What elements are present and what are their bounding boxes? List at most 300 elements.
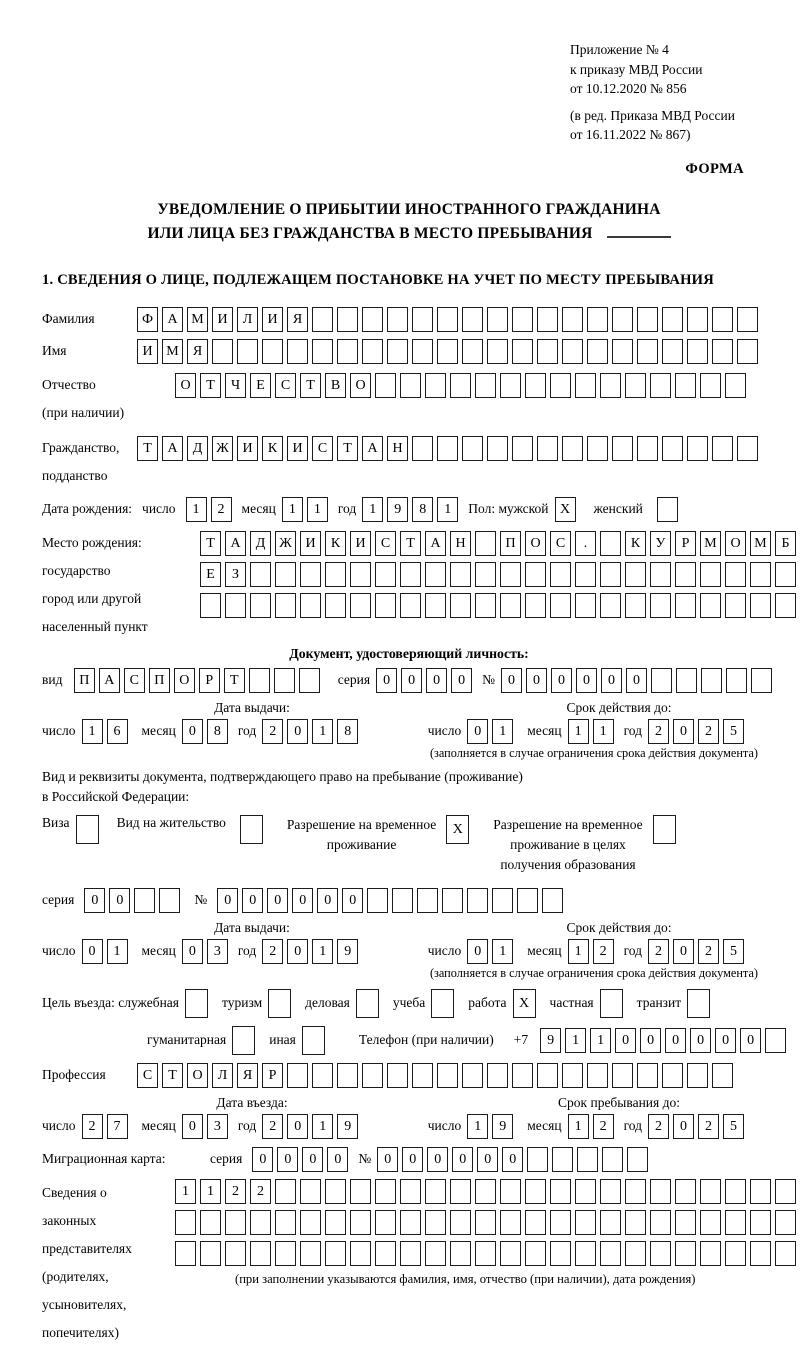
form-cell[interactable] bbox=[751, 668, 772, 693]
form-cell[interactable]: 3 bbox=[207, 939, 228, 964]
form-cell[interactable] bbox=[475, 593, 496, 618]
form-cell[interactable]: И bbox=[350, 531, 371, 556]
birth-month-cells[interactable] bbox=[282, 497, 332, 522]
form-cell[interactable] bbox=[212, 339, 233, 364]
form-cell[interactable]: У bbox=[650, 531, 671, 556]
form-cell[interactable] bbox=[200, 1210, 221, 1235]
form-cell[interactable]: Р bbox=[675, 531, 696, 556]
form-cell[interactable] bbox=[431, 989, 454, 1018]
form-cell[interactable] bbox=[512, 339, 533, 364]
form-cell[interactable] bbox=[525, 1179, 546, 1204]
form-cell[interactable]: 8 bbox=[412, 497, 433, 522]
form-cell[interactable]: 0 bbox=[467, 719, 488, 744]
form-cell[interactable] bbox=[475, 1179, 496, 1204]
form-cell[interactable]: 0 bbox=[640, 1028, 661, 1053]
form-cell[interactable]: 1 bbox=[175, 1179, 196, 1204]
form-cell[interactable]: 2 bbox=[648, 719, 669, 744]
form-cell[interactable] bbox=[662, 307, 683, 332]
form-cell[interactable]: И bbox=[137, 339, 158, 364]
form-cell[interactable] bbox=[637, 339, 658, 364]
form-cell[interactable]: М bbox=[750, 531, 771, 556]
form-cell[interactable]: 2 bbox=[82, 1114, 103, 1139]
form-cell[interactable]: 0 bbox=[502, 1147, 523, 1172]
form-cell[interactable] bbox=[500, 1210, 521, 1235]
form-cell[interactable] bbox=[500, 1179, 521, 1204]
form-cell[interactable]: 2 bbox=[593, 1114, 614, 1139]
form-cell[interactable] bbox=[367, 888, 388, 913]
doc-series-cells[interactable] bbox=[376, 668, 476, 693]
form-cell[interactable] bbox=[750, 593, 771, 618]
form-cell[interactable]: 0 bbox=[287, 939, 308, 964]
form-cell[interactable]: Т bbox=[137, 436, 158, 461]
form-cell[interactable]: 0 bbox=[626, 668, 647, 693]
form-cell[interactable] bbox=[287, 1063, 308, 1088]
form-cell[interactable]: 0 bbox=[665, 1028, 686, 1053]
form-cell[interactable]: 0 bbox=[740, 1028, 761, 1053]
form-cell[interactable]: 2 bbox=[250, 1179, 271, 1204]
form-cell[interactable]: 0 bbox=[526, 668, 547, 693]
form-cell[interactable] bbox=[250, 1210, 271, 1235]
form-cell[interactable] bbox=[662, 339, 683, 364]
form-cell[interactable] bbox=[750, 1179, 771, 1204]
form-cell[interactable] bbox=[700, 1179, 721, 1204]
form-cell[interactable] bbox=[537, 339, 558, 364]
form-cell[interactable] bbox=[375, 1210, 396, 1235]
form-cell[interactable]: 0 bbox=[601, 668, 622, 693]
form-cell[interactable] bbox=[249, 668, 270, 693]
form-cell[interactable] bbox=[400, 562, 421, 587]
form-cell[interactable] bbox=[412, 436, 433, 461]
form-cell[interactable] bbox=[725, 593, 746, 618]
birthplace-cells-row-2[interactable] bbox=[200, 562, 800, 587]
entry-month-cells[interactable] bbox=[182, 1114, 232, 1139]
purpose-other-checkbox[interactable] bbox=[302, 1026, 329, 1055]
form-cell[interactable]: 0 bbox=[467, 939, 488, 964]
form-cell[interactable] bbox=[700, 1210, 721, 1235]
migration-series-cells[interactable] bbox=[252, 1147, 352, 1172]
form-cell[interactable] bbox=[525, 373, 546, 398]
surname-cells[interactable] bbox=[137, 307, 762, 332]
form-cell[interactable] bbox=[612, 1063, 633, 1088]
form-cell[interactable] bbox=[400, 1179, 421, 1204]
form-cell[interactable] bbox=[425, 1210, 446, 1235]
form-cell[interactable]: 0 bbox=[576, 668, 597, 693]
form-cell[interactable] bbox=[500, 373, 521, 398]
form-cell[interactable]: 1 bbox=[200, 1179, 221, 1204]
form-cell[interactable]: С bbox=[375, 531, 396, 556]
form-cell[interactable]: 0 bbox=[182, 939, 203, 964]
form-cell[interactable]: 9 bbox=[492, 1114, 513, 1139]
form-cell[interactable] bbox=[200, 593, 221, 618]
form-cell[interactable]: 6 bbox=[107, 719, 128, 744]
resdoc-issue-year-cells[interactable] bbox=[262, 939, 362, 964]
form-cell[interactable]: 5 bbox=[723, 939, 744, 964]
form-cell[interactable]: А bbox=[362, 436, 383, 461]
form-cell[interactable] bbox=[537, 436, 558, 461]
form-cell[interactable] bbox=[356, 989, 379, 1018]
form-cell[interactable]: 0 bbox=[82, 939, 103, 964]
form-cell[interactable] bbox=[653, 815, 676, 844]
form-cell[interactable] bbox=[712, 307, 733, 332]
form-cell[interactable] bbox=[200, 1241, 221, 1266]
form-cell[interactable]: 0 bbox=[217, 888, 238, 913]
form-cell[interactable] bbox=[350, 593, 371, 618]
form-cell[interactable] bbox=[175, 1210, 196, 1235]
form-cell[interactable]: Р bbox=[262, 1063, 283, 1088]
form-cell[interactable]: 1 bbox=[437, 497, 458, 522]
form-cell[interactable]: С bbox=[312, 436, 333, 461]
form-cell[interactable] bbox=[250, 1241, 271, 1266]
form-cell[interactable] bbox=[337, 1063, 358, 1088]
birth-day-cells[interactable] bbox=[186, 497, 236, 522]
form-cell[interactable]: Т bbox=[400, 531, 421, 556]
form-cell[interactable]: 1 bbox=[467, 1114, 488, 1139]
form-cell[interactable] bbox=[600, 373, 621, 398]
form-cell[interactable] bbox=[325, 593, 346, 618]
form-cell[interactable]: 0 bbox=[715, 1028, 736, 1053]
form-cell[interactable] bbox=[575, 593, 596, 618]
form-cell[interactable]: 0 bbox=[252, 1147, 273, 1172]
purpose-transit-checkbox[interactable] bbox=[687, 989, 714, 1018]
form-cell[interactable] bbox=[450, 373, 471, 398]
form-cell[interactable] bbox=[400, 1210, 421, 1235]
form-cell[interactable] bbox=[542, 888, 563, 913]
form-cell[interactable] bbox=[775, 1179, 796, 1204]
form-cell[interactable]: 1 bbox=[492, 719, 513, 744]
form-cell[interactable]: 1 bbox=[82, 719, 103, 744]
form-cell[interactable] bbox=[650, 373, 671, 398]
stay-year-cells[interactable] bbox=[648, 1114, 748, 1139]
form-cell[interactable]: 0 bbox=[427, 1147, 448, 1172]
purpose-work-checkbox[interactable] bbox=[513, 989, 540, 1018]
form-cell[interactable] bbox=[575, 1241, 596, 1266]
form-cell[interactable] bbox=[362, 1063, 383, 1088]
form-cell[interactable]: 0 bbox=[673, 719, 694, 744]
form-cell[interactable]: 1 bbox=[593, 719, 614, 744]
form-cell[interactable] bbox=[185, 989, 208, 1018]
form-cell[interactable] bbox=[462, 339, 483, 364]
form-cell[interactable]: О bbox=[725, 531, 746, 556]
form-cell[interactable] bbox=[300, 562, 321, 587]
entry-day-cells[interactable] bbox=[82, 1114, 132, 1139]
form-cell[interactable] bbox=[750, 1241, 771, 1266]
birth-year-cells[interactable] bbox=[362, 497, 462, 522]
form-cell[interactable]: 0 bbox=[292, 888, 313, 913]
form-cell[interactable]: 0 bbox=[401, 668, 422, 693]
citizenship-cells[interactable] bbox=[137, 436, 762, 461]
form-cell[interactable] bbox=[687, 307, 708, 332]
form-cell[interactable] bbox=[587, 339, 608, 364]
doc-issue-day-cells[interactable] bbox=[82, 719, 132, 744]
form-cell[interactable] bbox=[337, 339, 358, 364]
birthplace-cells-row-3[interactable] bbox=[200, 593, 800, 618]
form-cell[interactable] bbox=[637, 1063, 658, 1088]
form-cell[interactable] bbox=[625, 562, 646, 587]
form-cell[interactable] bbox=[650, 1210, 671, 1235]
form-cell[interactable]: Н bbox=[450, 531, 471, 556]
form-cell[interactable] bbox=[725, 562, 746, 587]
form-cell[interactable] bbox=[537, 307, 558, 332]
purpose-tourism-checkbox[interactable] bbox=[268, 989, 295, 1018]
form-cell[interactable] bbox=[350, 562, 371, 587]
form-cell[interactable] bbox=[450, 1179, 471, 1204]
form-cell[interactable] bbox=[475, 531, 496, 556]
form-cell[interactable] bbox=[676, 668, 697, 693]
form-cell[interactable]: Н bbox=[387, 436, 408, 461]
representatives-cells-row-3[interactable] bbox=[175, 1241, 800, 1266]
form-cell[interactable] bbox=[450, 1241, 471, 1266]
form-cell[interactable] bbox=[700, 593, 721, 618]
form-cell[interactable] bbox=[527, 1147, 548, 1172]
resdoc-issue-month-cells[interactable] bbox=[182, 939, 232, 964]
form-cell[interactable]: 0 bbox=[327, 1147, 348, 1172]
form-cell[interactable] bbox=[737, 436, 758, 461]
form-cell[interactable] bbox=[775, 1210, 796, 1235]
form-cell[interactable]: 2 bbox=[648, 939, 669, 964]
form-cell[interactable] bbox=[675, 373, 696, 398]
form-cell[interactable] bbox=[325, 1210, 346, 1235]
form-cell[interactable] bbox=[537, 1063, 558, 1088]
form-cell[interactable] bbox=[287, 339, 308, 364]
form-cell[interactable] bbox=[312, 307, 333, 332]
form-cell[interactable]: П bbox=[500, 531, 521, 556]
form-cell[interactable]: М bbox=[700, 531, 721, 556]
form-cell[interactable]: К bbox=[625, 531, 646, 556]
form-cell[interactable] bbox=[76, 815, 99, 844]
resdoc-number-cells[interactable] bbox=[217, 888, 567, 913]
form-cell[interactable] bbox=[225, 1210, 246, 1235]
form-cell[interactable]: Д bbox=[250, 531, 271, 556]
form-cell[interactable] bbox=[467, 888, 488, 913]
form-cell[interactable]: Т bbox=[162, 1063, 183, 1088]
form-cell[interactable] bbox=[726, 668, 747, 693]
form-cell[interactable]: 2 bbox=[698, 719, 719, 744]
form-cell[interactable] bbox=[650, 593, 671, 618]
form-cell[interactable]: С bbox=[275, 373, 296, 398]
form-cell[interactable]: С bbox=[550, 531, 571, 556]
form-cell[interactable] bbox=[675, 1179, 696, 1204]
form-cell[interactable]: 3 bbox=[207, 1114, 228, 1139]
form-cell[interactable]: 0 bbox=[673, 1114, 694, 1139]
form-cell[interactable] bbox=[450, 562, 471, 587]
form-cell[interactable] bbox=[302, 1026, 325, 1055]
form-cell[interactable]: 0 bbox=[451, 668, 472, 693]
form-cell[interactable] bbox=[375, 593, 396, 618]
form-cell[interactable] bbox=[737, 339, 758, 364]
form-cell[interactable] bbox=[500, 1241, 521, 1266]
stay-day-cells[interactable] bbox=[467, 1114, 517, 1139]
form-cell[interactable]: 2 bbox=[648, 1114, 669, 1139]
purpose-business-checkbox[interactable] bbox=[356, 989, 383, 1018]
form-cell[interactable] bbox=[350, 1179, 371, 1204]
form-cell[interactable]: 0 bbox=[277, 1147, 298, 1172]
form-cell[interactable]: Т bbox=[224, 668, 245, 693]
form-cell[interactable]: 1 bbox=[107, 939, 128, 964]
form-cell[interactable] bbox=[587, 307, 608, 332]
form-cell[interactable] bbox=[275, 1179, 296, 1204]
form-cell[interactable] bbox=[487, 436, 508, 461]
doc-issue-year-cells[interactable] bbox=[262, 719, 362, 744]
form-cell[interactable] bbox=[775, 1241, 796, 1266]
form-cell[interactable]: 5 bbox=[723, 1114, 744, 1139]
form-cell[interactable] bbox=[487, 1063, 508, 1088]
form-cell[interactable] bbox=[300, 1241, 321, 1266]
form-cell[interactable]: Е bbox=[250, 373, 271, 398]
form-cell[interactable]: С bbox=[124, 668, 145, 693]
form-cell[interactable] bbox=[500, 593, 521, 618]
form-cell[interactable]: X bbox=[513, 989, 536, 1018]
form-cell[interactable] bbox=[600, 989, 623, 1018]
form-cell[interactable] bbox=[250, 593, 271, 618]
form-cell[interactable]: 1 bbox=[307, 497, 328, 522]
form-cell[interactable] bbox=[274, 668, 295, 693]
form-cell[interactable]: 0 bbox=[426, 668, 447, 693]
form-cell[interactable]: 0 bbox=[551, 668, 572, 693]
form-cell[interactable]: К bbox=[325, 531, 346, 556]
resdoc-series-cells[interactable] bbox=[84, 888, 184, 913]
form-cell[interactable] bbox=[725, 373, 746, 398]
form-cell[interactable]: И bbox=[300, 531, 321, 556]
form-cell[interactable]: С bbox=[137, 1063, 158, 1088]
form-cell[interactable] bbox=[275, 1241, 296, 1266]
form-cell[interactable]: 5 bbox=[723, 719, 744, 744]
form-cell[interactable]: 9 bbox=[337, 1114, 358, 1139]
form-cell[interactable] bbox=[612, 339, 633, 364]
form-cell[interactable]: И bbox=[212, 307, 233, 332]
form-cell[interactable]: О bbox=[525, 531, 546, 556]
form-cell[interactable] bbox=[437, 1063, 458, 1088]
migration-number-cells[interactable] bbox=[377, 1147, 652, 1172]
form-cell[interactable] bbox=[225, 1241, 246, 1266]
form-cell[interactable] bbox=[462, 1063, 483, 1088]
form-cell[interactable]: Л bbox=[237, 307, 258, 332]
representatives-cells-row-2[interactable] bbox=[175, 1210, 800, 1235]
form-cell[interactable] bbox=[562, 339, 583, 364]
form-cell[interactable] bbox=[625, 373, 646, 398]
form-cell[interactable] bbox=[600, 1179, 621, 1204]
form-cell[interactable] bbox=[650, 1179, 671, 1204]
form-cell[interactable]: 0 bbox=[377, 1147, 398, 1172]
form-cell[interactable] bbox=[600, 1210, 621, 1235]
form-cell[interactable] bbox=[299, 668, 320, 693]
form-cell[interactable] bbox=[700, 1241, 721, 1266]
form-cell[interactable]: 9 bbox=[337, 939, 358, 964]
form-cell[interactable] bbox=[587, 436, 608, 461]
form-cell[interactable] bbox=[575, 1179, 596, 1204]
form-cell[interactable] bbox=[300, 1210, 321, 1235]
form-cell[interactable] bbox=[552, 1147, 573, 1172]
form-cell[interactable]: Т bbox=[200, 373, 221, 398]
form-cell[interactable] bbox=[442, 888, 463, 913]
form-cell[interactable] bbox=[250, 562, 271, 587]
form-cell[interactable]: 7 bbox=[107, 1114, 128, 1139]
form-cell[interactable]: 0 bbox=[342, 888, 363, 913]
form-cell[interactable] bbox=[237, 339, 258, 364]
form-cell[interactable]: Ф bbox=[137, 307, 158, 332]
form-cell[interactable] bbox=[512, 307, 533, 332]
form-cell[interactable] bbox=[325, 1179, 346, 1204]
form-cell[interactable] bbox=[275, 593, 296, 618]
form-cell[interactable]: 0 bbox=[287, 1114, 308, 1139]
form-cell[interactable]: О bbox=[175, 373, 196, 398]
form-cell[interactable]: П bbox=[149, 668, 170, 693]
doc-valid-year-cells[interactable] bbox=[648, 719, 748, 744]
form-cell[interactable]: 9 bbox=[387, 497, 408, 522]
form-cell[interactable]: 0 bbox=[84, 888, 105, 913]
form-cell[interactable] bbox=[700, 562, 721, 587]
form-cell[interactable] bbox=[517, 888, 538, 913]
form-cell[interactable]: 0 bbox=[182, 719, 203, 744]
form-cell[interactable]: 0 bbox=[287, 719, 308, 744]
form-cell[interactable] bbox=[412, 307, 433, 332]
residence-permit-checkbox[interactable] bbox=[240, 815, 267, 844]
form-cell[interactable] bbox=[475, 373, 496, 398]
form-cell[interactable] bbox=[512, 436, 533, 461]
form-cell[interactable]: 2 bbox=[593, 939, 614, 964]
form-cell[interactable]: Т bbox=[300, 373, 321, 398]
form-cell[interactable] bbox=[325, 562, 346, 587]
form-cell[interactable] bbox=[350, 1241, 371, 1266]
form-cell[interactable] bbox=[275, 562, 296, 587]
sex-female-checkbox[interactable] bbox=[657, 497, 682, 522]
form-cell[interactable] bbox=[701, 668, 722, 693]
form-cell[interactable] bbox=[775, 562, 796, 587]
resdoc-issue-day-cells[interactable] bbox=[82, 939, 132, 964]
form-cell[interactable]: 0 bbox=[690, 1028, 711, 1053]
form-cell[interactable] bbox=[487, 307, 508, 332]
form-cell[interactable] bbox=[687, 989, 710, 1018]
form-cell[interactable]: 2 bbox=[225, 1179, 246, 1204]
form-cell[interactable] bbox=[325, 1241, 346, 1266]
form-cell[interactable] bbox=[650, 1241, 671, 1266]
form-cell[interactable] bbox=[134, 888, 155, 913]
form-cell[interactable]: 2 bbox=[262, 719, 283, 744]
form-cell[interactable] bbox=[602, 1147, 623, 1172]
form-cell[interactable] bbox=[612, 307, 633, 332]
form-cell[interactable]: 1 bbox=[568, 1114, 589, 1139]
form-cell[interactable]: X bbox=[446, 815, 469, 844]
form-cell[interactable]: Ж bbox=[275, 531, 296, 556]
form-cell[interactable] bbox=[400, 593, 421, 618]
form-cell[interactable] bbox=[550, 1241, 571, 1266]
form-cell[interactable] bbox=[600, 593, 621, 618]
form-cell[interactable] bbox=[500, 562, 521, 587]
form-cell[interactable]: 1 bbox=[565, 1028, 586, 1053]
doc-valid-month-cells[interactable] bbox=[568, 719, 618, 744]
form-cell[interactable] bbox=[525, 593, 546, 618]
form-cell[interactable]: 2 bbox=[698, 939, 719, 964]
form-cell[interactable]: Р bbox=[199, 668, 220, 693]
form-cell[interactable]: З bbox=[225, 562, 246, 587]
form-cell[interactable] bbox=[425, 593, 446, 618]
form-cell[interactable] bbox=[675, 593, 696, 618]
form-cell[interactable] bbox=[525, 562, 546, 587]
form-cell[interactable]: А bbox=[225, 531, 246, 556]
form-cell[interactable]: И bbox=[287, 436, 308, 461]
form-cell[interactable]: . bbox=[575, 531, 596, 556]
form-cell[interactable]: О bbox=[174, 668, 195, 693]
form-cell[interactable] bbox=[375, 1241, 396, 1266]
form-cell[interactable] bbox=[475, 562, 496, 587]
form-cell[interactable]: И bbox=[262, 307, 283, 332]
form-cell[interactable] bbox=[612, 436, 633, 461]
purpose-humanitarian-checkbox[interactable] bbox=[232, 1026, 259, 1055]
form-cell[interactable]: 1 bbox=[312, 1114, 333, 1139]
form-cell[interactable] bbox=[300, 1179, 321, 1204]
form-cell[interactable]: О bbox=[187, 1063, 208, 1088]
form-cell[interactable]: 1 bbox=[568, 719, 589, 744]
form-cell[interactable] bbox=[662, 1063, 683, 1088]
